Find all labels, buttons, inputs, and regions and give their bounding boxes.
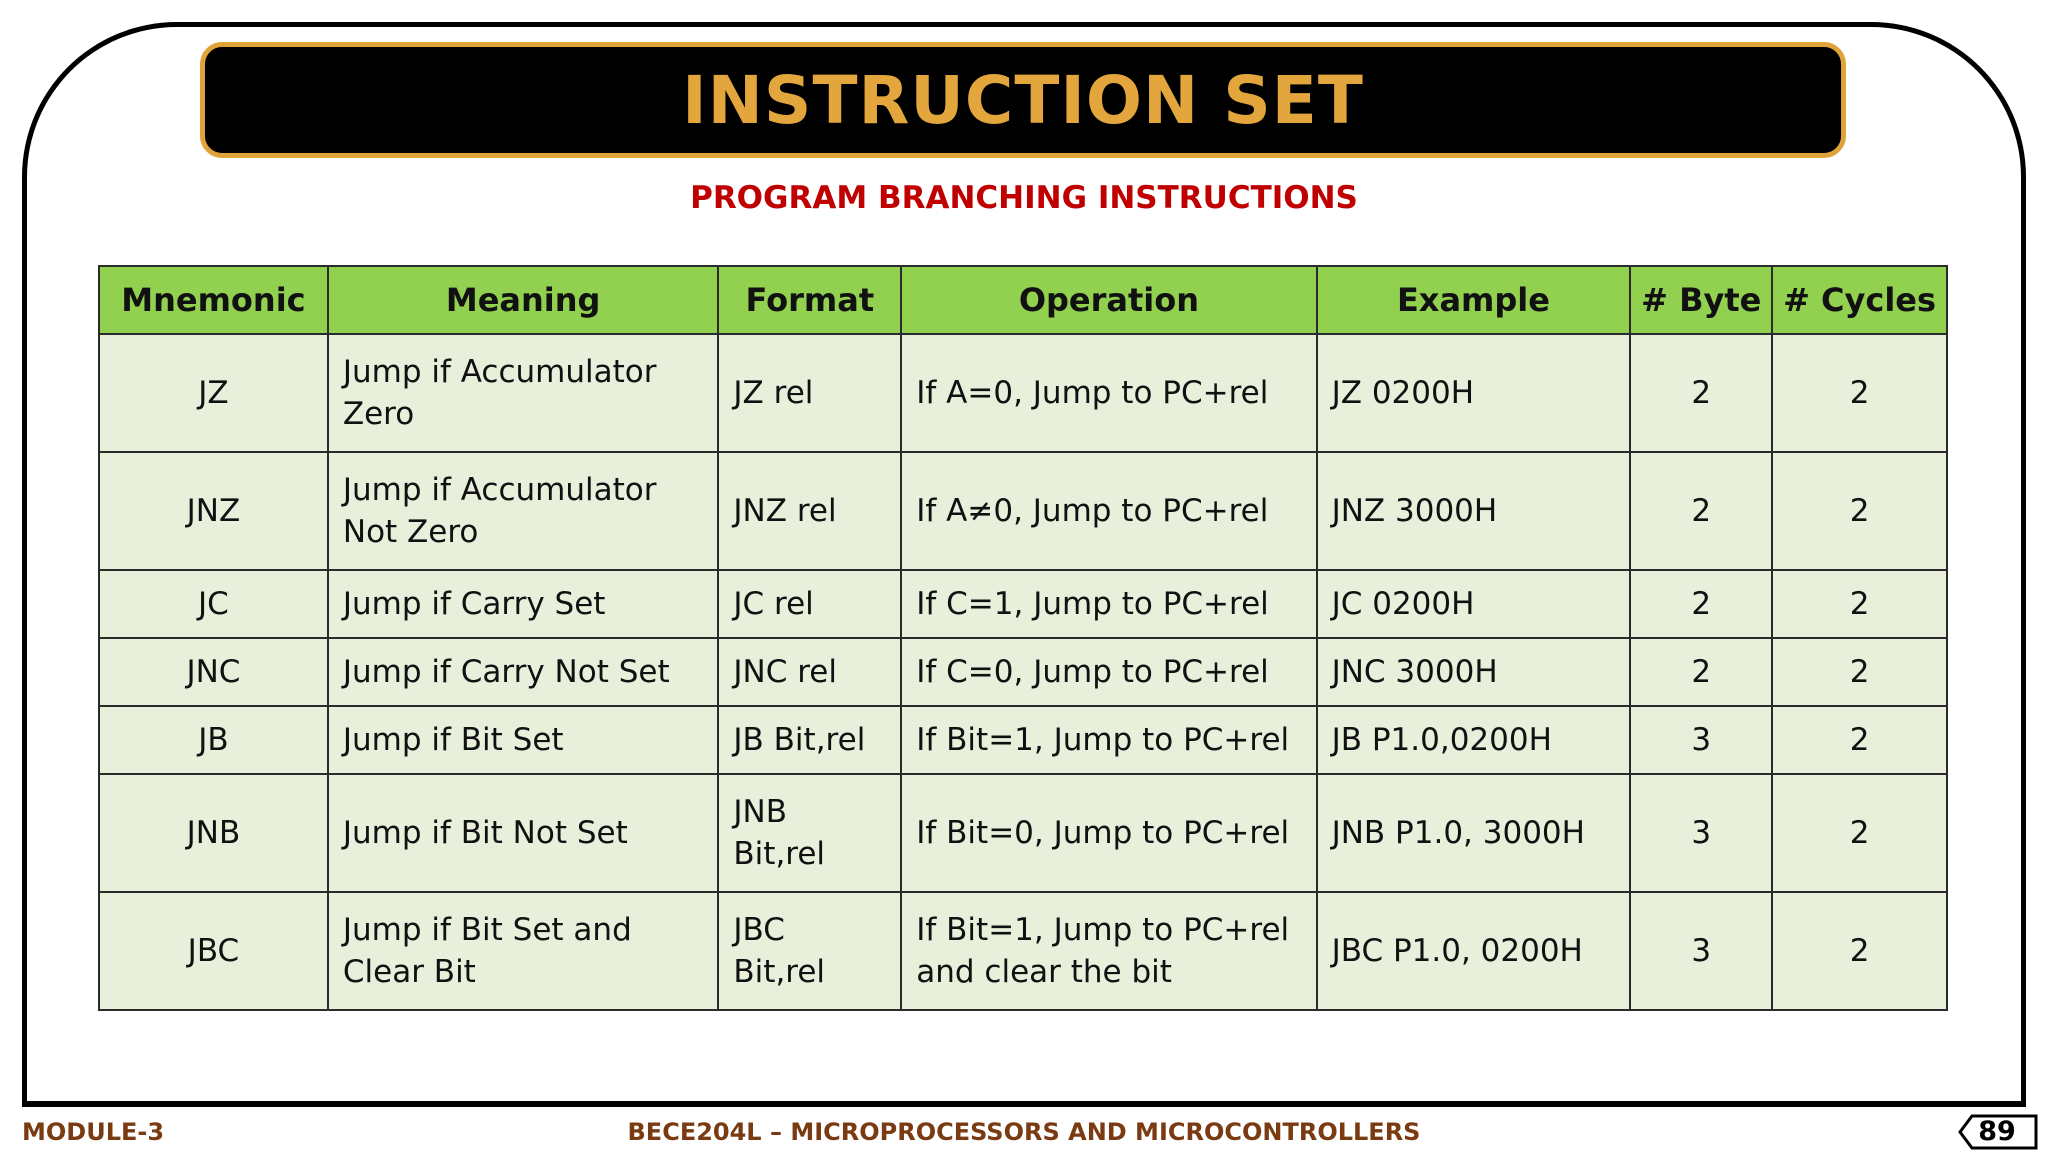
cell-example: JNB P1.0, 3000H: [1317, 774, 1631, 892]
cell-operation: If Bit=1, Jump to PC+rel: [901, 706, 1316, 774]
table-header-row: [99, 266, 1947, 334]
cell-format: JNB Bit,rel: [718, 774, 901, 892]
table-row: [99, 638, 1947, 706]
cell-cycles: 2: [1772, 452, 1947, 570]
table-row: [99, 706, 1947, 774]
section-subtitle: PROGRAM BRANCHING INSTRUCTIONS: [690, 180, 1358, 216]
cell-mnemonic: JB: [99, 706, 328, 774]
cell-cycles: 2: [1772, 334, 1947, 452]
cell-meaning: Jump if Bit Set: [328, 706, 719, 774]
title-banner: [200, 42, 1846, 158]
cell-mnemonic: JNC: [99, 638, 328, 706]
cell-example: JC 0200H: [1317, 570, 1631, 638]
header-meaning: Meaning: [328, 266, 719, 334]
cell-example: JNC 3000H: [1317, 638, 1631, 706]
cell-cycles: 2: [1772, 570, 1947, 638]
header-cycles: # Cycles: [1772, 266, 1947, 334]
cell-byte: 2: [1630, 570, 1772, 638]
cell-example: JB P1.0,0200H: [1317, 706, 1631, 774]
cell-example: JBC P1.0, 0200H: [1317, 892, 1631, 1010]
cell-meaning: Jump if Bit Not Set: [328, 774, 719, 892]
cell-meaning: Jump if Accumulator Zero: [328, 334, 719, 452]
header-example: Example: [1317, 266, 1631, 334]
cell-format: JNZ rel: [718, 452, 901, 570]
slide-title: INSTRUCTION SET: [682, 61, 1364, 139]
cell-byte: 3: [1630, 706, 1772, 774]
cell-meaning: Jump if Accumulator Not Zero: [328, 452, 719, 570]
cell-cycles: 2: [1772, 706, 1947, 774]
cell-example: JNZ 3000H: [1317, 452, 1631, 570]
cell-byte: 2: [1630, 638, 1772, 706]
footer-course: BECE204L – MICROPROCESSORS AND MICROCONTROLLERS: [627, 1118, 1421, 1146]
footer-module: MODULE-3: [22, 1118, 165, 1146]
instruction-table: [98, 265, 1948, 1011]
cell-format: JB Bit,rel: [718, 706, 901, 774]
cell-format: JZ rel: [718, 334, 901, 452]
cell-operation: If C=1, Jump to PC+rel: [901, 570, 1316, 638]
header-format: Format: [718, 266, 901, 334]
cell-mnemonic: JBC: [99, 892, 328, 1010]
table-row: [99, 774, 1947, 892]
cell-meaning: Jump if Carry Set: [328, 570, 719, 638]
header-mnemonic: Mnemonic: [99, 266, 328, 334]
cell-operation: If A≠0, Jump to PC+rel: [901, 452, 1316, 570]
cell-cycles: 2: [1772, 638, 1947, 706]
cell-example: JZ 0200H: [1317, 334, 1631, 452]
table-row: [99, 570, 1947, 638]
cell-meaning: Jump if Bit Set and Clear Bit: [328, 892, 719, 1010]
cell-byte: 3: [1630, 774, 1772, 892]
cell-format: JC rel: [718, 570, 901, 638]
header-operation: Operation: [901, 266, 1316, 334]
table-row: [99, 334, 1947, 452]
cell-cycles: 2: [1772, 892, 1947, 1010]
header-byte: # Byte: [1630, 266, 1772, 334]
cell-meaning: Jump if Carry Not Set: [328, 638, 719, 706]
cell-mnemonic: JZ: [99, 334, 328, 452]
cell-byte: 2: [1630, 452, 1772, 570]
table-row: [99, 892, 1947, 1010]
cell-operation: If C=0, Jump to PC+rel: [901, 638, 1316, 706]
cell-operation: If Bit=1, Jump to PC+rel and clear the bit: [901, 892, 1316, 1010]
cell-mnemonic: JNZ: [99, 452, 328, 570]
cell-operation: If A=0, Jump to PC+rel: [901, 334, 1316, 452]
cell-mnemonic: JC: [99, 570, 328, 638]
cell-mnemonic: JNB: [99, 774, 328, 892]
cell-byte: 2: [1630, 334, 1772, 452]
cell-format: JNC rel: [718, 638, 901, 706]
cell-format: JBC Bit,rel: [718, 892, 901, 1010]
page-number: 89: [1978, 1116, 2016, 1147]
cell-byte: 3: [1630, 892, 1772, 1010]
cell-operation: If Bit=0, Jump to PC+rel: [901, 774, 1316, 892]
table-row: [99, 452, 1947, 570]
cell-cycles: 2: [1772, 774, 1947, 892]
